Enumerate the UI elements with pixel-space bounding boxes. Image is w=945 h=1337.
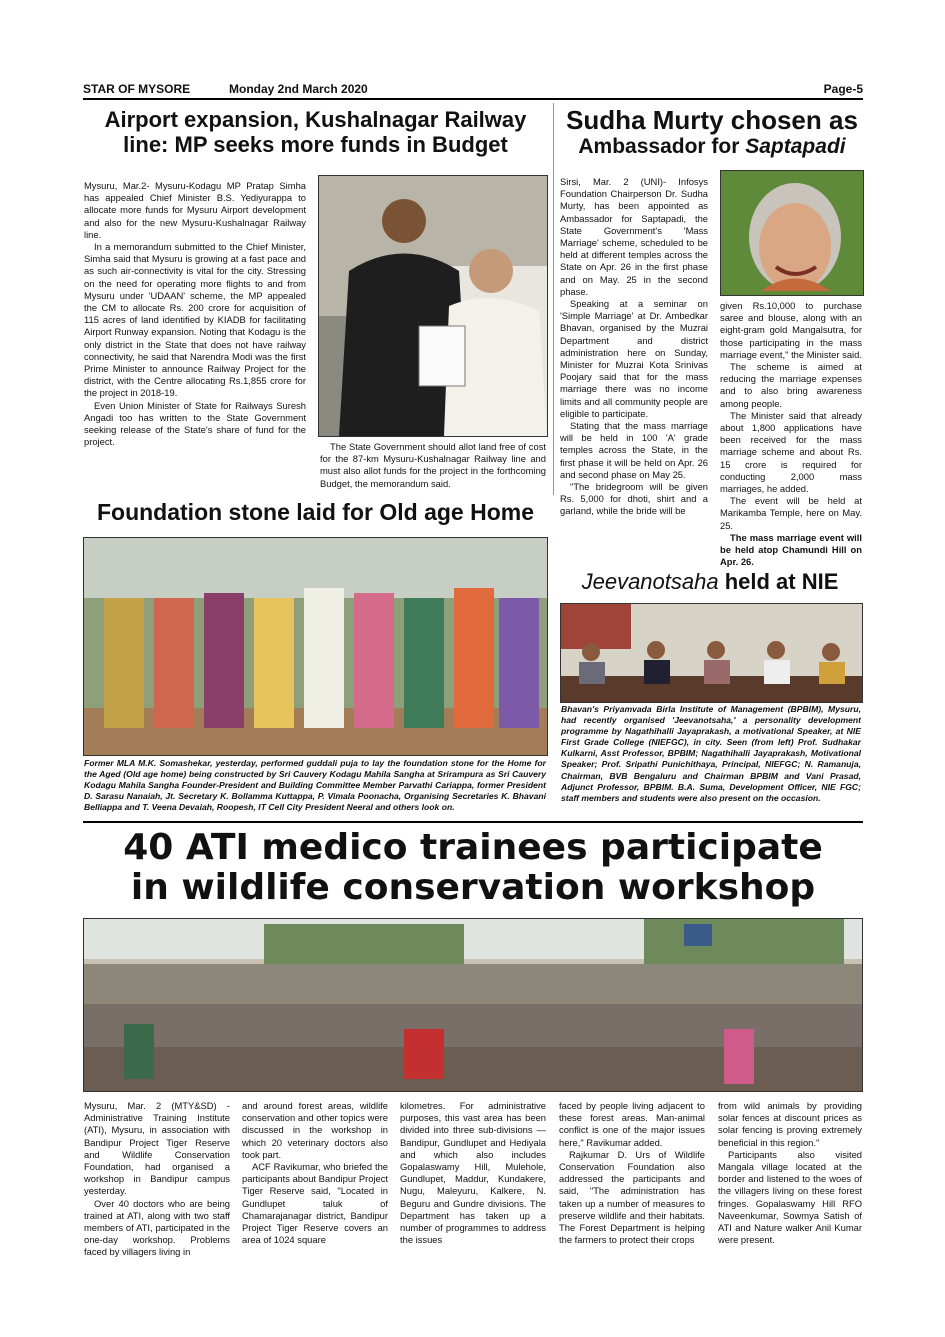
paragraph: The event will be held at Marikamba Temple, here on May. 25. (720, 495, 862, 531)
nie-headline (560, 570, 860, 595)
airport-headline-line2: line: MP seeks more funds in Budget (123, 131, 508, 157)
sudha-headline-line1: Sudha Murty chosen as (566, 105, 858, 135)
paragraph: kilometres. For administrative purposes, this vast area has been divided into three sub-divisions — Bandipur, Gundlupet and Hediyala and which also includes Gopalaswamy Hill, Mulehole, Gundlupet, Maddur, Kundakere, Nugu, Maleyuru, Kalkere, N. Beguru and Gundre divisions. The Department has taken up a number of programmes to address the issues (400, 1100, 546, 1246)
paragraph: "The bridegroom will be given Rs. 5,000 for dhoti, shirt and a garland, while the bride will be (560, 481, 708, 517)
paragraph: The State Government should allot land free of cost for the 87-km Mysuru-Kushalnagar Railway line and must also allot funds for the project in the forthcoming Budget, the memorandum said. (320, 441, 546, 489)
mp-cm-photo (318, 175, 548, 437)
sudha-column-2 (720, 300, 862, 570)
nie-headline-rest: held at NIE (718, 569, 839, 594)
paragraph: and around forest areas, wildlife conservation and other topics were discussed in the workshop in which 20 veterinary doctors also took part. (242, 1100, 388, 1160)
paragraph-bold: The mass marriage event will be held atop Chamundi Hill on Apr. 26. (720, 531, 862, 568)
airport-column-2 (320, 441, 546, 490)
sudha-headline-line2b: Saptapadi (745, 135, 846, 159)
sudha-headline-line2a: Ambassador for (578, 135, 746, 159)
paragraph: from wild animals by providing solar fences at discount prices as solar fencing is proving extremely beneficial in this region." (718, 1100, 862, 1148)
sudha-column-1 (560, 176, 708, 568)
page-number: Page-5 (823, 82, 863, 96)
paragraph: Stating that the mass marriage will be held in 100 'A' grade temples across the State, in the first phase it will be held on Apr. 26 and second phase on May 25. (560, 420, 708, 480)
issue-date: Monday 2nd March 2020 (229, 82, 368, 96)
masthead-rule (83, 98, 863, 100)
column-divider (553, 103, 554, 495)
ati-column-4 (559, 1100, 705, 1270)
ati-column-2 (242, 1100, 388, 1270)
airport-column-1 (84, 180, 306, 496)
airport-headline (83, 108, 548, 157)
sudha-headline (558, 106, 866, 159)
paragraph: The Minister said that already about 1,800 applications have been received for the mass marriage scheme and about Rs. 15 crore is required for conducting 2,000 mass marriages, he added. (720, 409, 862, 495)
paragraph: given Rs.10,000 to purchase saree and blouse, along with an eight-gram gold Mangalsutra, for those participating in the mass marriage event," the Minister said. (720, 300, 862, 360)
oldage-headline: Foundation stone laid for Old age Home (96, 499, 534, 525)
section-rule (83, 821, 863, 823)
paragraph: Mysuru, Mar.2- Mysuru-Kodagu MP Pratap Simha has appealed Chief Minister B.S. Yediyurappa to allocate more funds for Mysuru Airport development and also for the new Mysuru-Kushalnagar Railway line. (84, 180, 306, 240)
ati-column-1 (84, 1100, 230, 1270)
paragraph: Rajkumar D. Urs of Wildlife Conservation Foundation also addressed the participants and said, "The administration has taken up a number of measures to preserve wildlife and their habitats. The Forest Department is helping the farmers to protect their crops (559, 1148, 705, 1246)
ati-headline-line1: 40 ATI medico trainees participate (123, 827, 823, 868)
paper-name: STAR OF MYSORE (83, 82, 191, 96)
paragraph: Over 40 doctors who are being trained at ATI, along with two staff members of ATI, participated in the one-day workshop. Problems faced by villagers living in (84, 1197, 230, 1258)
paragraph: Mysuru, Mar. 2 (MTY&SD) - Administrative Training Institute (ATI), Mysuru, in association with Bandipur Project Tiger Reserve and Wildlife Conservation Foundation, had organised a workshop in Bandipur campus yesterday. (84, 1100, 230, 1197)
nie-photo (560, 603, 863, 703)
ati-group-photo (83, 918, 863, 1092)
paragraph: Even Union Minister of State for Railways Suresh Angadi too has written to the State Government seeking release of the State's share of fund for the project. (84, 399, 306, 448)
oldage-caption: Former MLA M.K. Somashekar, yesterday, performed guddali puja to lay the foundation stone for the Home for the Aged (Old age home) being constructed by Sri Cauvery Kodagu Mahila Sangha at Srirampura as Sri Cauvery Kodagu Mahila Sangha Founder-President and Building Committee Member Parvathi Cariappa, former President D. Sarasu Nanaiah, Jt. Secretary K. Bollamma Kuttappa, P. Vimala Poonacha, Organising Secretaries K. Bhavani Belliappa and T. Veena Devaiah, Roopesh, IT Cell City President Neeral and others look on. (84, 758, 546, 813)
paragraph: In a memorandum submitted to the Chief Minister, Simha said that Mysuru is growing at a fast pace and as such air-connectivity is vital for the city. Stressing on the need for operating more flights to and from Mysuru under 'UDAAN' scheme, the MP appealed the CM to allocate Rs. 200 crore for acquisition of 115 acres of land identified by KIADB for facilitating Airport Runway expansion. Noting that Kodagu is the only district in the State that does not have railway connectivity, he said that Narendra Modi was the first Prime Minister to announce Railway Project for the district, with the Centre allocating Rs.1,855 crore for the project in 2018-19. (84, 241, 306, 399)
sudha-portrait (720, 170, 864, 296)
ati-column-5 (718, 1100, 862, 1270)
nie-caption: Bhavan's Priyamvada Birla Institute of Management (BPBIM), Mysuru, had recently organised 'Jeevanotsaha,' a personality development programme by Nagathihalli Jayaprakash, a motivational Speaker, at NIE First Grade College (NIEFGC), in city. Seen (from left) Prof. Sudhakar Kulkarni, Asst Professor, BPBIM; Nagathihalli Jayaprakash, Motivational Speaker; Prof. Sripathi Punichithaya, Principal, NIEFGC; N. Ramanuja, Chairman, BVB Bengaluru and Chairman BPBIM and Vani Prasad, Adjunct Professor, BPBIM. B.A. Suma, Development Officer, NIE FGC; staff members and students were also present on the occasion. (561, 704, 861, 803)
paragraph: Speaking at a seminar on 'Simple Marriage' at Dr. Ambedkar Bhavan, organised by the Muzrai Department and district administration here on Sunday, Minister for Muzrai Kota Srinivas Poojary said that for the mass marriage there was no income limits and all community people are eligible to participate. (560, 298, 708, 419)
nie-headline-italic: Jeevanotsaha (581, 569, 719, 594)
ati-headline (83, 828, 863, 909)
masthead (83, 79, 863, 99)
ati-column-3 (400, 1100, 546, 1270)
ati-headline-line2: in wildlife conservation workshop (130, 867, 816, 909)
paragraph: faced by people living adjacent to these forest areas. Man-animal conflict is one of the major issues here," Ravikumar added. (559, 1100, 705, 1148)
oldage-photo (83, 537, 548, 756)
paragraph: Sirsi, Mar. 2 (UNI)- Infosys Foundation Chairperson Dr. Sudha Murty, has been appointed as Ambassador for Saptapadi, the State Government's 'Mass Marriage' scheme, scheduled to be held at different temples across the State on Apr. 26 in the first phase and on May. 25 in the second phase. (560, 176, 708, 297)
paragraph: Participants also visited Mangala village located at the border and listened to the woes of the villagers living on these forest fringes. Gopalaswamy Hill RFO Naveenkumar, Sowmya Satish of ATI and Nature walker Anil Kumar were present. (718, 1148, 862, 1246)
paragraph: The scheme is aimed at reducing the marriage expenses and to also bring awareness among people. (720, 361, 862, 409)
paragraph: ACF Ravikumar, who briefed the participants about Bandipur Project Tiger Reserve said, "Located in Gundlupet taluk of Chamarajanagar district, Bandipur Project Tiger Reserve covers an area of 1024 square (242, 1161, 388, 1246)
airport-headline-line1: Airport expansion, Kushalnagar Railway (104, 107, 527, 132)
